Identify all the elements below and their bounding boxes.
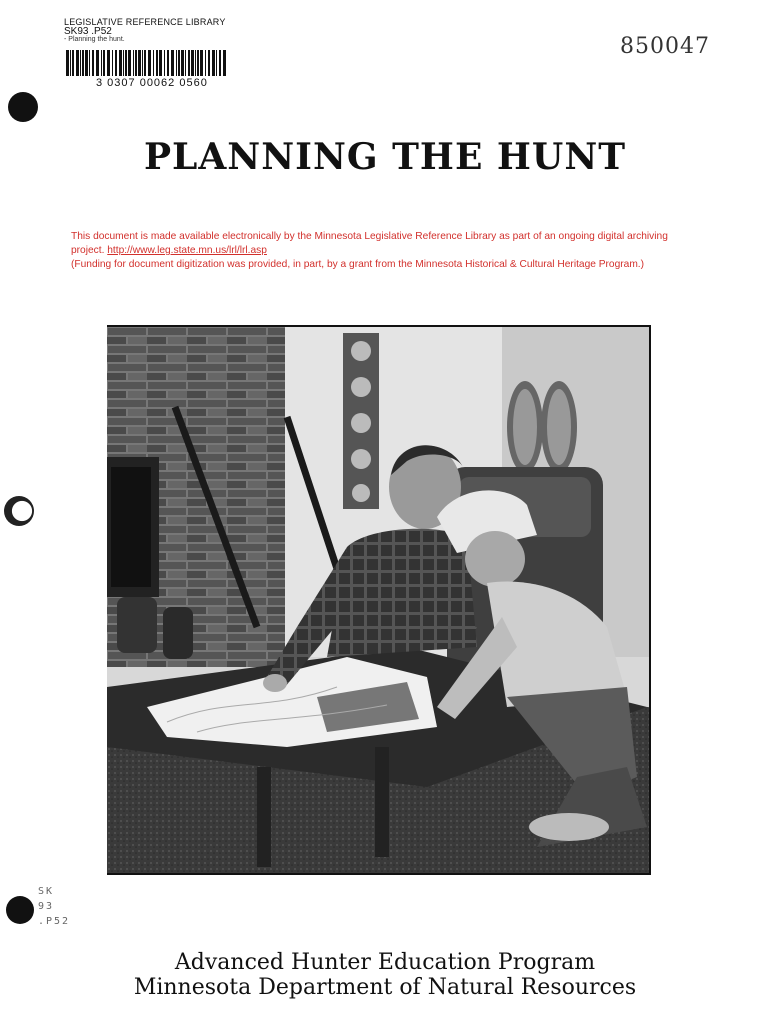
barcode-bar	[219, 50, 221, 76]
barcode-bar	[178, 50, 180, 76]
barcode-bar	[195, 50, 196, 76]
barcode-bar	[70, 50, 71, 76]
notice-line-3: (Funding for document digitization was provided, in part, by a grant from the Minnesota Historical & Cultural Heritage Program.)	[71, 259, 645, 270]
barcode-bar	[171, 50, 174, 76]
accession-stamp: 850047	[620, 34, 710, 59]
barcode-bar	[208, 50, 210, 76]
library-short-title: - Planning the hunt.	[64, 36, 125, 43]
barcode	[66, 50, 228, 76]
department-name: Minnesota Department of Natural Resources	[133, 975, 637, 1000]
barcode-bar	[128, 50, 131, 76]
barcode-bar	[80, 50, 81, 76]
library-link[interactable]: http://www.leg.state.mn.us/lrl/lrl.asp	[107, 245, 267, 256]
barcode-bar	[148, 50, 151, 76]
barcode-bar	[125, 50, 127, 76]
barcode-number: 3 0307 00062 0560	[96, 77, 208, 89]
document-title: PLANNING THE HUNT	[143, 136, 627, 178]
cover-photo-illustration	[107, 327, 649, 873]
barcode-bar	[85, 50, 88, 76]
barcode-bar	[112, 50, 113, 76]
call-number-line-1: SK	[38, 886, 55, 897]
library-label	[64, 18, 242, 44]
cover-photo	[107, 325, 651, 875]
barcode-bar	[156, 50, 158, 76]
barcode-bar	[135, 50, 137, 76]
barcode-bar	[107, 50, 110, 76]
barcode-bar	[144, 50, 146, 76]
barcode-bar	[103, 50, 105, 76]
library-name: LEGISLATIVE REFERENCE LIBRARY	[64, 17, 226, 27]
barcode-bar	[159, 50, 162, 76]
barcode-bar	[123, 50, 124, 76]
barcode-bar	[212, 50, 215, 76]
barcode-bar	[223, 50, 226, 76]
punch-hole-middle	[4, 496, 34, 526]
call-number-line-3: .P52	[38, 916, 71, 927]
barcode-bar	[96, 50, 99, 76]
barcode-bar	[66, 50, 69, 76]
barcode-bar	[216, 50, 217, 76]
barcode-bar	[164, 50, 165, 76]
barcode-bar	[138, 50, 141, 76]
barcode-bar	[82, 50, 84, 76]
barcode-bar	[153, 50, 154, 76]
barcode-bar	[72, 50, 74, 76]
barcode-bar	[76, 50, 79, 76]
barcode-bar	[119, 50, 122, 76]
barcode-bar	[181, 50, 184, 76]
spine-call-number	[38, 884, 70, 929]
barcode-bar	[101, 50, 102, 76]
punch-hole-bottom	[6, 896, 34, 924]
digitization-notice	[71, 230, 721, 272]
barcode-bar	[133, 50, 134, 76]
barcode-bar	[89, 50, 90, 76]
call-number-line-2: 93	[38, 901, 55, 912]
library-call-number: SK93 .P52	[64, 26, 112, 37]
punch-hole-top	[8, 92, 38, 122]
barcode-bar	[200, 50, 203, 76]
barcode-bar	[191, 50, 194, 76]
notice-line-1: This document is made available electronically by the Minnesota Legislative Reference Library as part of an ongoing digital archiving	[71, 231, 668, 242]
barcode-bar	[185, 50, 186, 76]
barcode-bar	[167, 50, 169, 76]
barcode-bar	[188, 50, 190, 76]
barcode-bar	[197, 50, 199, 76]
program-name: Advanced Hunter Education Program	[174, 950, 596, 975]
barcode-bar	[115, 50, 117, 76]
barcode-bar	[142, 50, 143, 76]
notice-line-2-prefix: project.	[71, 245, 108, 256]
barcode-bar	[176, 50, 177, 76]
barcode-bar	[92, 50, 94, 76]
barcode-bar	[205, 50, 206, 76]
